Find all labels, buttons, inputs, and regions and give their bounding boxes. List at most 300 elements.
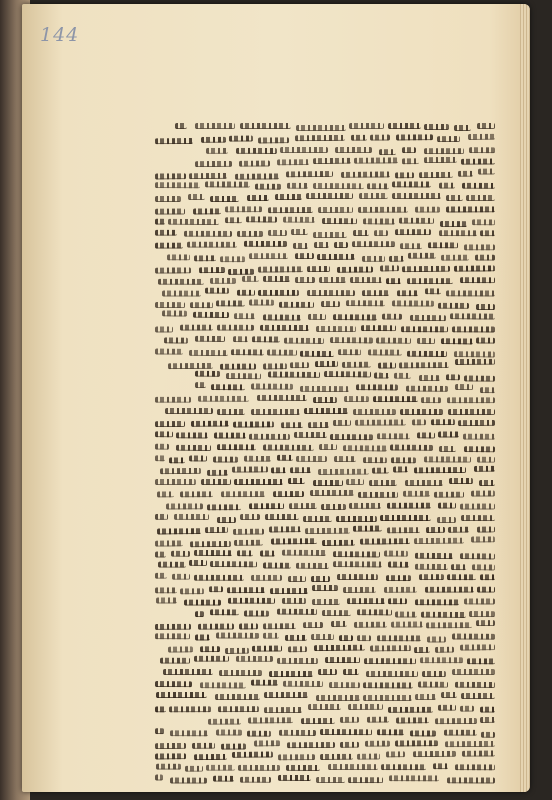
handwritten-word: [395, 171, 414, 177]
handwritten-word: [247, 730, 271, 736]
handwritten-word: [277, 658, 318, 664]
handwritten-word: [210, 562, 257, 568]
handwritten-word: [239, 623, 258, 629]
manuscript-line: [155, 488, 495, 500]
handwritten-word: [447, 575, 476, 581]
handwritten-word: [171, 550, 190, 556]
handwritten-word: [227, 587, 266, 593]
handwritten-word: [328, 764, 378, 770]
handwritten-word: [278, 775, 312, 781]
handwritten-word: [263, 632, 279, 638]
handwritten-word: [321, 503, 346, 509]
handwritten-word: [155, 742, 186, 748]
handwritten-word: [257, 395, 308, 401]
handwritten-word: [237, 550, 253, 556]
handwritten-word: [355, 419, 406, 425]
handwritten-word: [476, 337, 495, 343]
handwritten-word: [343, 445, 387, 451]
handwritten-word: [296, 125, 346, 131]
manuscript-line: [155, 571, 495, 583]
handwritten-word: [316, 777, 345, 783]
handwritten-word: [437, 136, 460, 142]
handwritten-word: [248, 717, 293, 723]
handwritten-word: [424, 289, 441, 295]
handwritten-word: [225, 647, 249, 653]
handwritten-word: [466, 195, 495, 201]
handwritten-word: [198, 396, 249, 402]
handwritten-word: [287, 183, 308, 189]
handwritten-word: [295, 277, 315, 283]
handwritten-word: [415, 552, 454, 558]
handwritten-word: [389, 255, 403, 261]
handwritten-word: [195, 335, 226, 341]
manuscript-line: [155, 773, 495, 785]
handwritten-word: [363, 456, 387, 462]
handwritten-word: [155, 540, 183, 546]
handwritten-word: [240, 777, 272, 783]
handwritten-word: [321, 301, 340, 307]
handwritten-word: [260, 325, 309, 331]
handwritten-word: [450, 313, 495, 319]
handwritten-word: [403, 490, 430, 496]
handwritten-word: [195, 383, 206, 389]
handwritten-word: [336, 516, 376, 522]
handwritten-word: [414, 537, 465, 544]
handwritten-word: [225, 217, 242, 223]
handwritten-word: [424, 456, 471, 462]
handwritten-word: [165, 408, 213, 414]
manuscript-line: [155, 666, 495, 677]
handwritten-word: [252, 645, 282, 651]
handwritten-word: [332, 314, 377, 320]
handwritten-word: [249, 300, 274, 306]
handwritten-word: [215, 694, 260, 700]
handwritten-word: [268, 372, 319, 379]
handwritten-word: [269, 671, 313, 677]
handwritten-word: [155, 775, 163, 781]
handwritten-word: [378, 362, 396, 368]
handwritten-word: [351, 135, 367, 141]
manuscript-line: [155, 286, 495, 298]
handwritten-word: [195, 634, 211, 640]
handwritten-word: [155, 348, 183, 354]
handwritten-word: [428, 242, 458, 248]
handwritten-word: [300, 350, 334, 356]
manuscript-line: [155, 677, 495, 690]
handwritten-word: [452, 633, 495, 639]
manuscript-line: [155, 227, 495, 238]
handwritten-word: [155, 706, 166, 712]
handwritten-word: [252, 336, 280, 342]
handwritten-word: [458, 420, 495, 426]
handwritten-word: [452, 326, 495, 332]
handwritten-word: [236, 656, 273, 662]
handwritten-word: [244, 241, 287, 247]
handwritten-word: [313, 158, 351, 164]
handwritten-word: [394, 373, 411, 379]
handwritten-word: [320, 754, 353, 760]
handwritten-word: [155, 588, 177, 594]
handwritten-word: [419, 575, 443, 581]
manuscript-line: [155, 274, 495, 285]
manuscript-line: [155, 702, 495, 714]
handwritten-word: [477, 456, 495, 462]
manuscript-line: [155, 120, 495, 131]
handwritten-word: [155, 326, 173, 332]
manuscript-line: [155, 476, 495, 487]
handwritten-word: [155, 137, 193, 143]
handwritten-word: [419, 171, 454, 177]
handwritten-word: [237, 231, 263, 237]
manuscript-line: [155, 178, 495, 191]
handwritten-word: [233, 528, 264, 534]
handwritten-word: [194, 575, 244, 581]
handwritten-word: [333, 551, 380, 557]
handwritten-word: [258, 137, 289, 143]
handwritten-word: [353, 525, 382, 531]
handwritten-word: [162, 311, 187, 317]
handwritten-word: [219, 670, 262, 676]
handwritten-word: [208, 718, 241, 724]
handwritten-word: [206, 765, 234, 771]
handwritten-word: [175, 123, 187, 129]
handwritten-word: [449, 478, 473, 484]
handwritten-word: [155, 753, 186, 759]
handwritten-word: [361, 325, 397, 331]
handwritten-word: [201, 137, 225, 143]
handwritten-word: [170, 730, 208, 736]
handwritten-word: [438, 431, 459, 437]
handwritten-word: [308, 704, 341, 710]
handwritten-word: [330, 434, 374, 440]
manuscript-line: [155, 558, 495, 572]
handwritten-word: [324, 372, 372, 378]
handwritten-word: [362, 255, 385, 261]
handwritten-word: [271, 538, 317, 544]
manuscript-line: [155, 512, 495, 523]
handwritten-word: [283, 681, 323, 687]
handwritten-word: [156, 764, 181, 770]
handwritten-word: [289, 503, 317, 509]
handwritten-word: [347, 598, 385, 604]
handwritten-word: [417, 432, 435, 438]
handwritten-word: [164, 337, 188, 343]
handwritten-word: [439, 446, 456, 452]
handwritten-word: [447, 398, 495, 404]
handwritten-word: [331, 621, 347, 627]
handwritten-word: [426, 622, 472, 628]
handwritten-word: [438, 302, 470, 308]
handwritten-word: [200, 682, 245, 688]
handwritten-word: [195, 160, 232, 166]
handwritten-word: [263, 623, 296, 629]
handwritten-word: [239, 160, 270, 166]
handwritten-word: [190, 420, 229, 426]
handwritten-word: [462, 751, 495, 757]
handwritten-word: [158, 279, 204, 285]
handwritten-word: [454, 265, 495, 271]
handwritten-word: [311, 576, 330, 582]
handwritten-word: [267, 349, 297, 355]
handwritten-word: [460, 277, 495, 283]
handwritten-word: [207, 504, 240, 510]
handwritten-word: [384, 587, 417, 593]
handwritten-word: [471, 536, 495, 542]
handwritten-word: [401, 326, 448, 332]
handwritten-word: [353, 409, 396, 415]
handwritten-word: [377, 635, 421, 641]
handwritten-word: [155, 431, 173, 437]
handwritten-word: [354, 157, 398, 163]
handwritten-word: [448, 526, 469, 532]
handwritten-word: [268, 230, 286, 236]
handwritten-word: [315, 361, 338, 367]
handwritten-word: [358, 491, 397, 497]
handwritten-word: [395, 740, 438, 746]
handwritten-word: [415, 206, 440, 212]
handwritten-word: [477, 586, 495, 592]
handwritten-word: [363, 683, 413, 689]
handwritten-word: [260, 550, 276, 556]
handwritten-word: [155, 266, 191, 272]
handwritten-word: [377, 433, 410, 439]
handwritten-word: [217, 443, 256, 449]
handwritten-word: [316, 325, 357, 331]
handwritten-word: [370, 134, 389, 140]
handwritten-word: [480, 706, 495, 712]
manuscript-line: [155, 238, 495, 250]
manuscript-line: [155, 690, 495, 701]
handwritten-word: [463, 433, 495, 439]
handwritten-word: [163, 669, 213, 675]
handwritten-word: [407, 350, 447, 356]
handwritten-word: [464, 244, 495, 250]
handwritten-word: [176, 444, 211, 450]
handwritten-word: [184, 599, 221, 605]
handwritten-word: [155, 573, 167, 579]
handwritten-word: [237, 290, 255, 296]
handwritten-word: [395, 229, 432, 235]
manuscript-line: [155, 439, 495, 453]
handwritten-word: [392, 182, 431, 188]
handwritten-word: [217, 324, 255, 330]
handwritten-word: [455, 359, 495, 365]
handwritten-word: [158, 562, 186, 568]
handwritten-word: [286, 742, 334, 748]
handwritten-word: [373, 396, 418, 402]
handwritten-word: [234, 313, 255, 319]
handwritten-word: [194, 656, 229, 662]
handwritten-word: [386, 576, 412, 582]
handwritten-word: [387, 502, 431, 508]
handwritten-word: [352, 241, 395, 247]
handwritten-word: [435, 717, 477, 723]
handwritten-word: [366, 671, 417, 677]
handwritten-word: [447, 778, 495, 784]
handwritten-word: [281, 422, 303, 428]
handwritten-word: [288, 576, 306, 582]
handwritten-word: [376, 338, 411, 344]
handwritten-word: [210, 196, 239, 202]
handwritten-word: [286, 765, 320, 771]
handwritten-word: [160, 468, 202, 474]
handwritten-word: [313, 481, 343, 487]
handwritten-word: [180, 325, 213, 331]
handwritten-word: [193, 312, 229, 318]
handwritten-word: [234, 479, 283, 485]
handwritten-word: [467, 659, 495, 665]
page-number: 144: [40, 24, 80, 46]
handwritten-word: [410, 730, 436, 736]
handwritten-word: [343, 669, 359, 675]
handwritten-word: [172, 574, 190, 580]
handwritten-word: [210, 609, 239, 615]
manuscript-line: [155, 606, 495, 619]
handwritten-word: [308, 314, 326, 320]
handwritten-word: [402, 158, 418, 164]
handwritten-word: [469, 611, 495, 617]
handwritten-word: [421, 397, 441, 403]
handwritten-word: [363, 695, 412, 701]
handwritten-word: [412, 419, 427, 425]
handwritten-word: [268, 207, 313, 213]
handwritten-word: [156, 692, 207, 698]
handwritten-word: [346, 300, 385, 306]
handwritten-word: [368, 349, 402, 355]
handwritten-word: [381, 764, 426, 770]
handwritten-word: [192, 742, 215, 748]
handwritten-word: [300, 386, 349, 392]
handwritten-word: [346, 480, 364, 486]
handwritten-word: [160, 658, 190, 664]
handwritten-word: [251, 409, 300, 415]
handwritten-word: [306, 193, 352, 199]
handwritten-word: [305, 527, 350, 533]
handwritten-word: [340, 741, 359, 747]
handwritten-word: [194, 550, 232, 556]
handwritten-word: [295, 135, 345, 141]
handwritten-word: [386, 752, 405, 758]
handwritten-word: [284, 337, 324, 343]
handwritten-word: [372, 468, 389, 474]
handwritten-word: [294, 432, 326, 438]
handwritten-word: [155, 421, 185, 427]
handwritten-word: [441, 254, 468, 260]
handwritten-word: [417, 338, 435, 344]
handwritten-word: [217, 517, 236, 523]
handwritten-word: [214, 433, 246, 439]
handwritten-word: [310, 490, 355, 496]
handwritten-word: [312, 585, 338, 591]
handwritten-word: [400, 243, 422, 249]
handwritten-word: [240, 123, 290, 129]
handwritten-word: [155, 397, 191, 403]
handwritten-word: [277, 454, 292, 460]
handwritten-word: [422, 671, 447, 677]
handwritten-word: [435, 646, 454, 652]
handwritten-word: [277, 159, 309, 165]
handwritten-word: [195, 123, 235, 129]
handwritten-word: [480, 575, 495, 581]
handwritten-word: [194, 754, 228, 760]
handwritten-word: [236, 148, 277, 154]
handwritten-word: [169, 706, 211, 712]
handwritten-word: [396, 134, 433, 140]
handwritten-word: [461, 515, 495, 521]
handwritten-word: [439, 183, 455, 189]
handwritten-word: [307, 265, 330, 271]
handwritten-word: [348, 778, 383, 784]
handwritten-word: [462, 183, 495, 189]
handwritten-word: [369, 480, 397, 486]
handwritten-word: [162, 291, 201, 297]
handwritten-word: [469, 147, 495, 153]
handwritten-word: [194, 255, 217, 261]
handwritten-word: [318, 669, 337, 675]
handwritten-word: [205, 288, 229, 294]
handwritten-word: [205, 181, 251, 187]
handwritten-word: [342, 362, 371, 368]
handwritten-word: [303, 515, 331, 521]
handwritten-word: [388, 707, 432, 713]
handwritten-word: [155, 302, 185, 308]
handwritten-word: [420, 657, 463, 663]
manuscript-line: [155, 761, 495, 773]
handwritten-word: [262, 314, 300, 320]
handwritten-word: [350, 278, 382, 284]
handwritten-word: [370, 645, 411, 651]
handwritten-word: [232, 467, 268, 473]
handwritten-word: [210, 278, 236, 284]
handwritten-word: [195, 611, 204, 617]
handwritten-word: [354, 621, 387, 627]
handwritten-word: [322, 218, 358, 224]
handwritten-word: [333, 419, 352, 425]
handwritten-word: [280, 146, 328, 152]
handwritten-word: [206, 148, 229, 154]
handwritten-word: [464, 446, 495, 452]
handwritten-word: [301, 718, 335, 724]
handwritten-word: [329, 682, 360, 688]
handwritten-word: [460, 552, 495, 558]
handwritten-word: [461, 159, 495, 165]
handwritten-word: [464, 598, 495, 604]
handwritten-word: [340, 717, 359, 723]
handwritten-word: [364, 659, 416, 665]
handwritten-word: [446, 195, 462, 201]
handwritten-word: [475, 255, 495, 261]
handwritten-word: [396, 717, 429, 723]
handwritten-word: [278, 301, 313, 307]
handwritten-word: [410, 315, 446, 321]
handwritten-word: [425, 587, 474, 593]
manuscript-line: [155, 428, 495, 440]
handwritten-word: [233, 335, 248, 341]
handwritten-word: [471, 490, 495, 496]
handwritten-word: [338, 349, 361, 355]
handwritten-word: [399, 218, 434, 224]
handwritten-word: [424, 157, 457, 163]
handwritten-word: [251, 383, 293, 389]
handwritten-word: [251, 680, 278, 686]
handwritten-word: [263, 277, 290, 283]
handwritten-word: [318, 207, 353, 213]
handwritten-word: [201, 479, 231, 485]
manuscript-line: [155, 321, 495, 333]
handwritten-word: [330, 337, 373, 343]
handwritten-word: [273, 491, 304, 497]
handwritten-word: [391, 622, 423, 628]
